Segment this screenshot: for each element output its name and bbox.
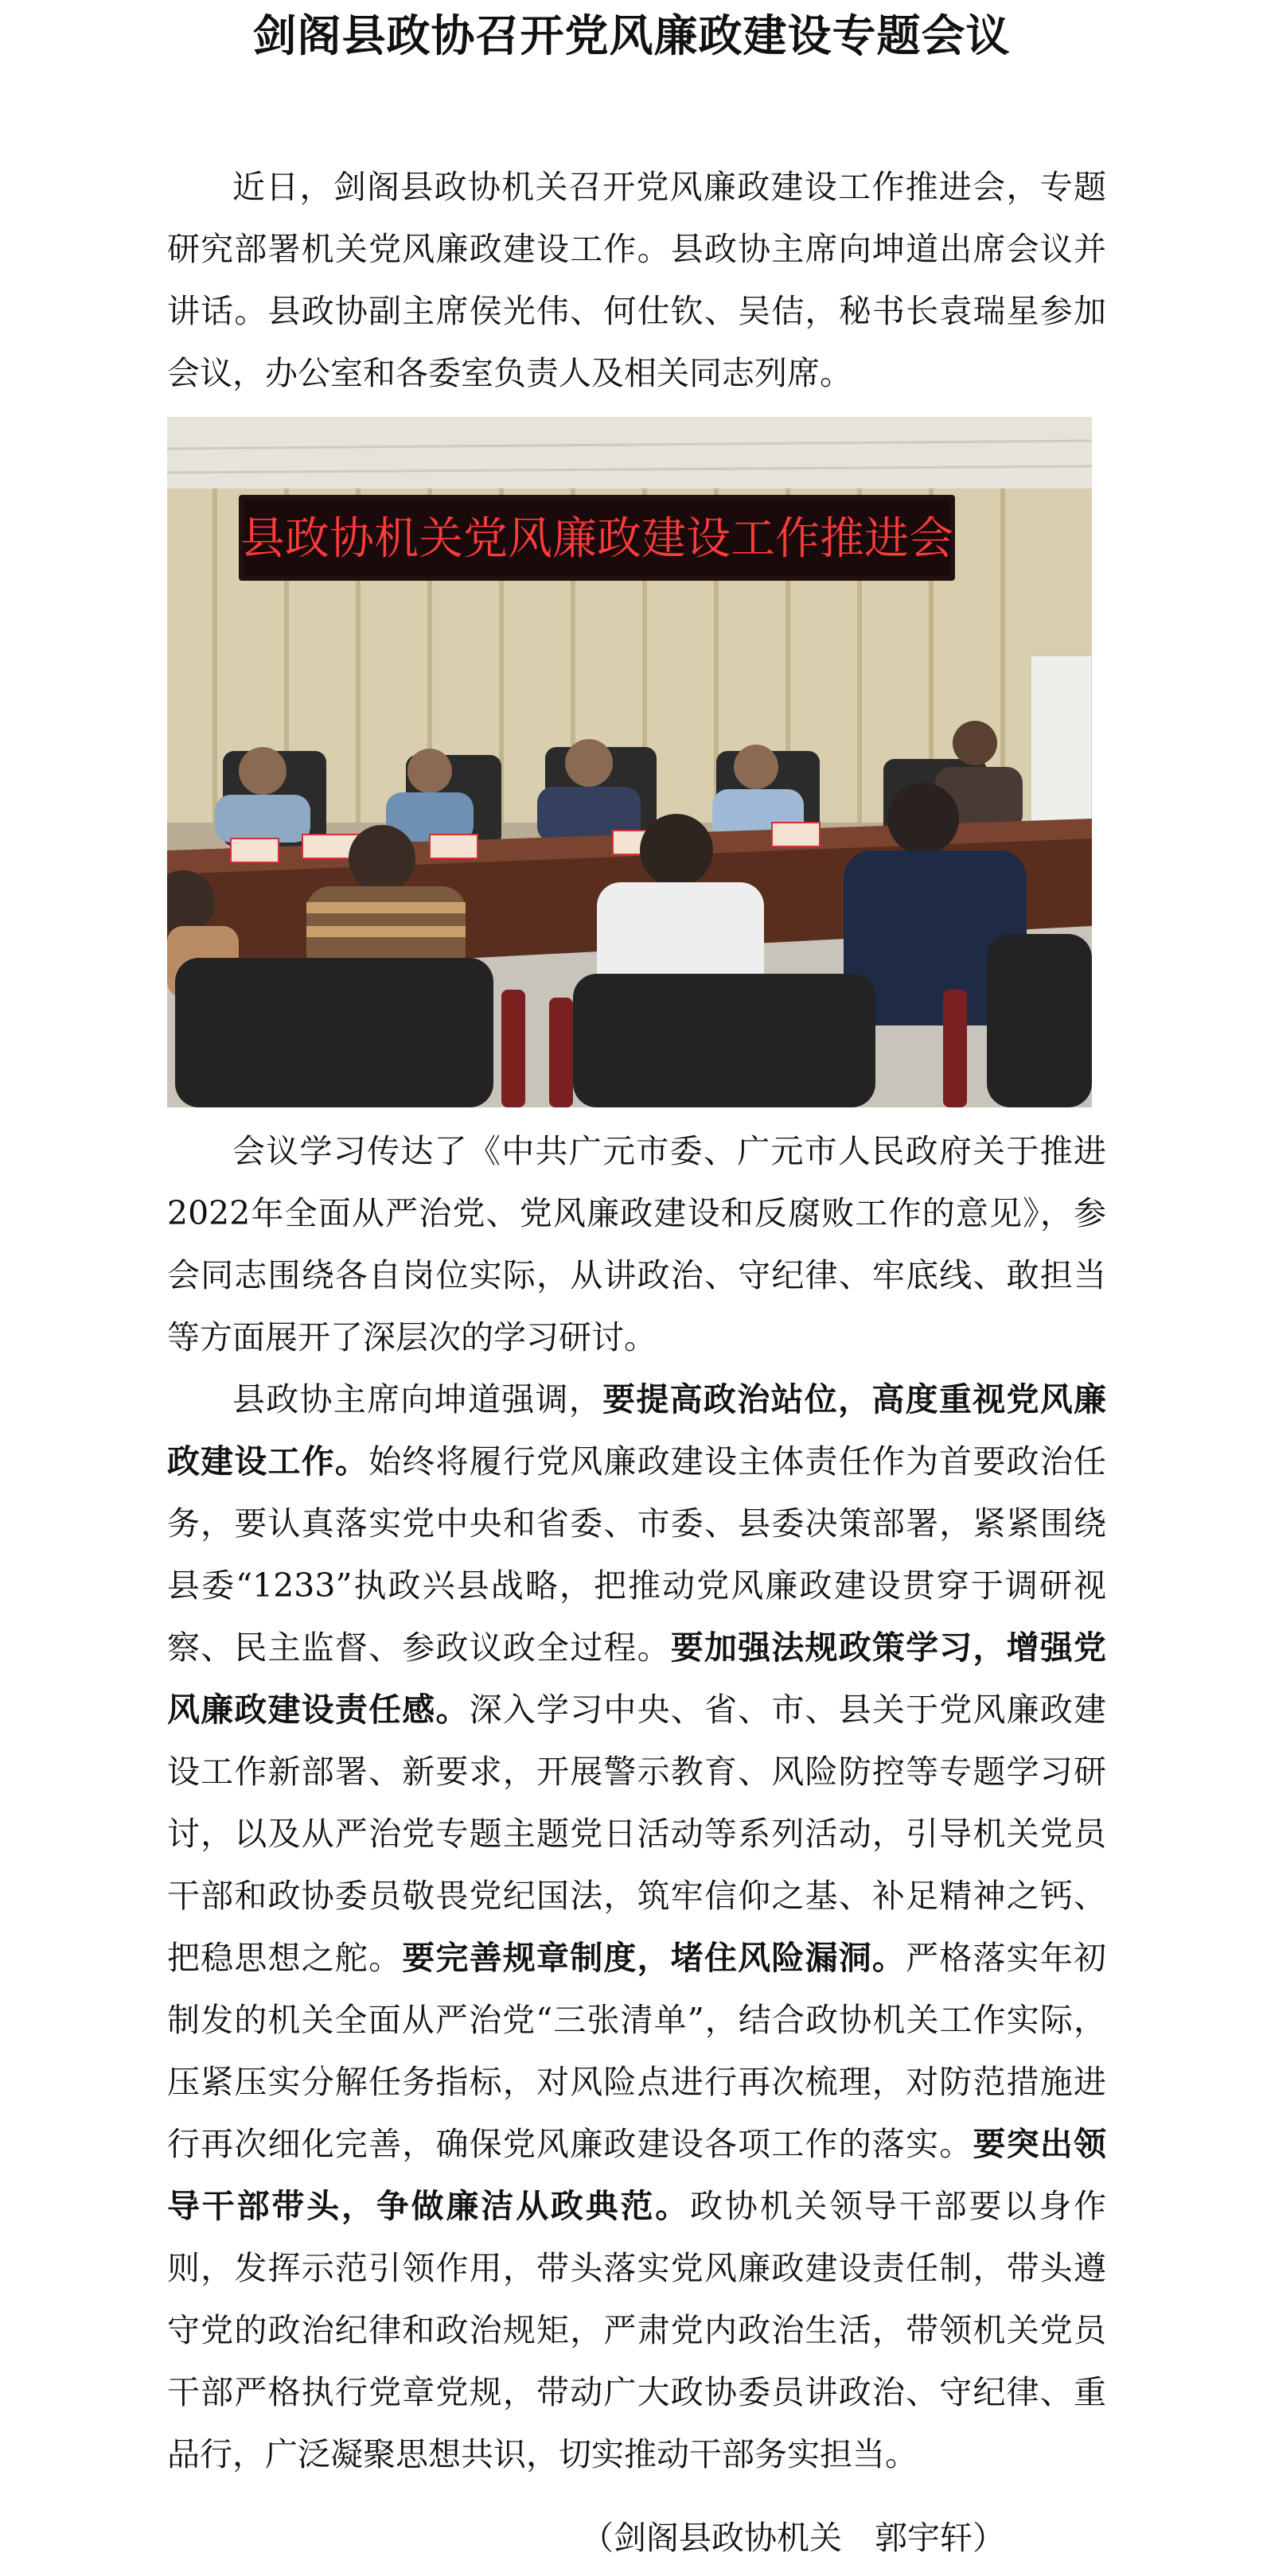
article-title: 剑阁县政协召开党风廉政建设专题会议 — [252, 10, 1011, 61]
bold-point-2: 要加强法规政策学习，增强党风廉政建设责任感。 — [167, 1628, 1107, 1729]
meeting-photo — [167, 417, 1092, 1107]
banner-text: 县政协机关党风廉政建设工作推进会 — [240, 513, 953, 565]
bold-point-3: 要完善规章制度，堵住风险漏洞。 — [402, 1939, 906, 1977]
author-byline: （剑阁县政协机关 郭宇轩） — [581, 2519, 1005, 2557]
text-segment: 政协机关领导干部要以身作则，发挥示范引领作用，带头落实党风廉政建设责任制，带头遵守党的政治纪律和政治规矩，严肃党内政治生活，带领机关党员干部严格执行党章党规，带动广大政协委员讲政治、守纪律、重品行，广泛凝聚思想共识，切实推动干部务实担当。 — [167, 2187, 1107, 2473]
text-segment: 深入学习中央、省、市、县关于党风廉政建设工作新部署、新要求，开展警示教育、风险防控等专题学习研讨，以及从严治党专题主题党日活动等系列活动，引导机关党员干部和政协委员敬畏党纪国法，筑牢信仰之基、补足精神之钙、把稳思想之舵。 — [167, 1691, 1107, 1977]
paragraph-emphasis — [167, 1368, 1106, 2485]
article-body — [167, 156, 1106, 2485]
paragraph-study: 会议学习传达了《中共广元市委、广元市人民政府关于推进2022年全面从严治党、党风廉政建设和反腐败工作的意见》，参会同志围绕各自岗位实际，从讲政治、守纪律、牢底线、敢担当等方面展开了深层次的学习研讨。 — [167, 1132, 1106, 1356]
meeting-photo-drawing — [167, 417, 1092, 1107]
text-segment: 县政协主席向坤道强调， — [232, 1380, 603, 1418]
text-segment: 严格落实年初制发的机关全面从严治党“三张清单”，结合政协机关工作实际，压紧压实分解任务指标，对风险点进行再次梳理，对防范措施进行再次细化完善，确保党风廉政建设各项工作的落实。 — [167, 1939, 1107, 2163]
paragraph-intro: 近日，剑阁县政协机关召开党风廉政建设工作推进会，专题研究部署机关党风廉政建设工作。县政协主席向坤道出席会议并讲话。县政协副主席侯光伟、何仕钦、吴佶，秘书长袁瑞星参加会议，办公室和各委室负责人及相关同志列席。 — [167, 168, 1106, 392]
bold-point-4: 要突出领导干部带头，争做廉洁从政典范。 — [167, 2125, 1107, 2225]
bold-point-1: 要提高政治站位，高度重视党风廉政建设工作。 — [167, 1380, 1107, 1481]
text-segment: 始终将履行党风廉政建设主体责任作为首要政治任务，要认真落实党中央和省委、市委、县委决策部署，紧紧围绕县委“1233”执政兴县战略，把推动党风廉政建设贯穿于调研视察、民主监督、参政议政全过程。 — [167, 1442, 1107, 1667]
